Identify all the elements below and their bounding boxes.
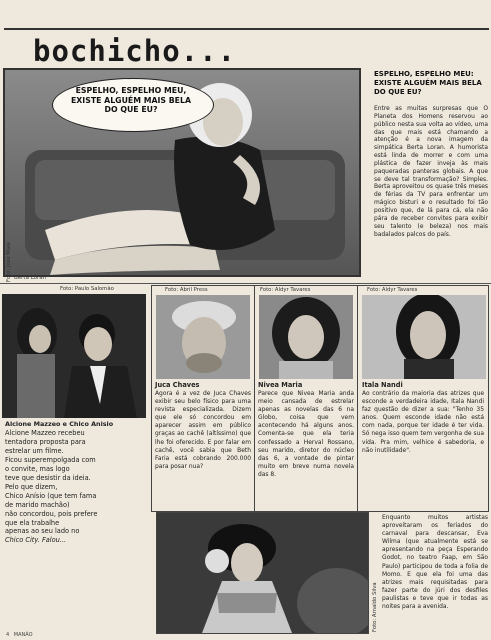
alcione-text (5, 429, 150, 545)
header-rule (4, 28, 489, 30)
alcione-line: que ela trabalhe (5, 518, 60, 527)
alcione-line: estrelar um filme. (5, 446, 64, 455)
speech-bubble-text: ESPELHO, ESPELHO MEU, EXISTE ALGUÉM MAIS BELA DO QUE EU? (70, 86, 192, 115)
berta-photo-credit: Foto: Jose Maia (6, 242, 12, 282)
alcione-line: Pelo que dizem, (5, 482, 58, 491)
alcione-chico-photo (2, 294, 146, 418)
itala-caption: Itala Nandi (362, 381, 403, 389)
berta-caption: Berta Loran (14, 275, 47, 281)
juca-text: Agora é a vez de Juca Chaves exibir seu belo físico para uma revista especializada. Dizem que ele só concordou em aparecer assim em público graças ao cachê (altíssimo) que lhe foi oferecido. E por falar em cachê, você sabia que Beth Faria está cobrando 200.000 para posar nua? (155, 390, 251, 470)
alcione-line: o convite, mas logo (5, 464, 70, 473)
magazine-name: MANÁO (13, 632, 33, 638)
alcione-line: Chico Anísio (que tem fama (5, 491, 97, 500)
footer (6, 632, 33, 638)
page-number: 4 (6, 632, 10, 638)
alcione-line: de marido machão) (5, 500, 70, 509)
nivea-photo-credit: Foto: Aldyr Tavares (260, 287, 311, 293)
alcione-line: apenas ao seu lado no (5, 527, 80, 536)
itala-photo-credit: Foto: Aldyr Tavares (367, 287, 418, 293)
eva-text: Enquanto muitos artistas aproveitaram os feriados do carnaval para descansar, Eva Wilma (que atualmente está se apresentando na peça Esperando Godot, no teatro Faap, em São Paulo) participou de toda a folia de Momo. E que ela foi uma das atrizes mais requisitadas para fazer parte do júri dos desfiles paulistas e teve que ir todas as noites para a avenida. (382, 514, 488, 611)
alcione-caption: Alcione Mazzeo e Chico Anisio (5, 420, 114, 428)
juca-photo-credit: Foto: Abril Press (165, 287, 208, 293)
berta-text: Entre as muitas surpresas que O Planeta dos Homens reservou ao público nesta sua volta ao vídeo, uma das que mais está chamando a atenção é a nova imagem da simpática Berta Loran. A humorista está linda de morrer e com uma plástica de fazer inveja às mais paqueradas panteras globais. A que se deve tal transformação? Simples. Berta aproveitou os quase três meses de férias da TV para enfrentar um mágico bisturi e o resultado foi tão positivo que, de lá para cá, ela não pára de receber convites para exibir seu talento (e beleza) nos mais badalados palcos do país. (374, 105, 488, 238)
alcione-line: Ficou superempolgada com (5, 455, 96, 464)
juca-photo (156, 295, 250, 379)
alcione-line: não concordou, pois prefere (5, 509, 98, 518)
nivea-photo (259, 295, 353, 379)
alcione-photo-credit: Foto: Paulo Salomão (60, 286, 114, 292)
nivea-caption: Nivea Maria (258, 381, 303, 389)
nivea-text: Parece que Nivea Maria anda meio cansada de estrelar apenas as novelas das 6 na Globo, coisa que vem acontecendo há alguns anos. Comenta-se que ela teria confessado a Herval Rossano, seu marido, diretor do núcleo das 6, a vontade de pintar muito em breve numa novela das 8. (258, 390, 354, 478)
alcione-line: teve que desistir da ideia. (5, 473, 91, 482)
eva-photo (156, 512, 369, 634)
alcione-line: Chico City. Falou... (5, 536, 67, 545)
alcione-line: tentadora proposta para (5, 437, 86, 446)
itala-text: Ao contrário da maioria das atrizes que esconde a verdadeira idade, Itala Nandi faz questão de dizer a sua: "Tenho 35 anos. Quem esconde idade não está com nada, porque ter idade é ter vida. Só nega isso quem tem vergonha de sua vida. Pra mim, velhice é sabedoria, e não inutilidade". (362, 390, 484, 454)
section-divider (0, 283, 491, 284)
berta-headline: ESPELHO, ESPELHO MEU: EXISTE ALGUÉM MAIS BELA DO QUE EU? (374, 70, 482, 96)
eva-photo-credit: Foto: Arnaldo Silva (372, 582, 378, 632)
juca-caption: Juca Chaves (155, 381, 200, 389)
page-title: bochicho... (33, 34, 237, 68)
alcione-line: Alcione Mazzeo recebeu (5, 429, 85, 437)
itala-photo (362, 295, 486, 379)
